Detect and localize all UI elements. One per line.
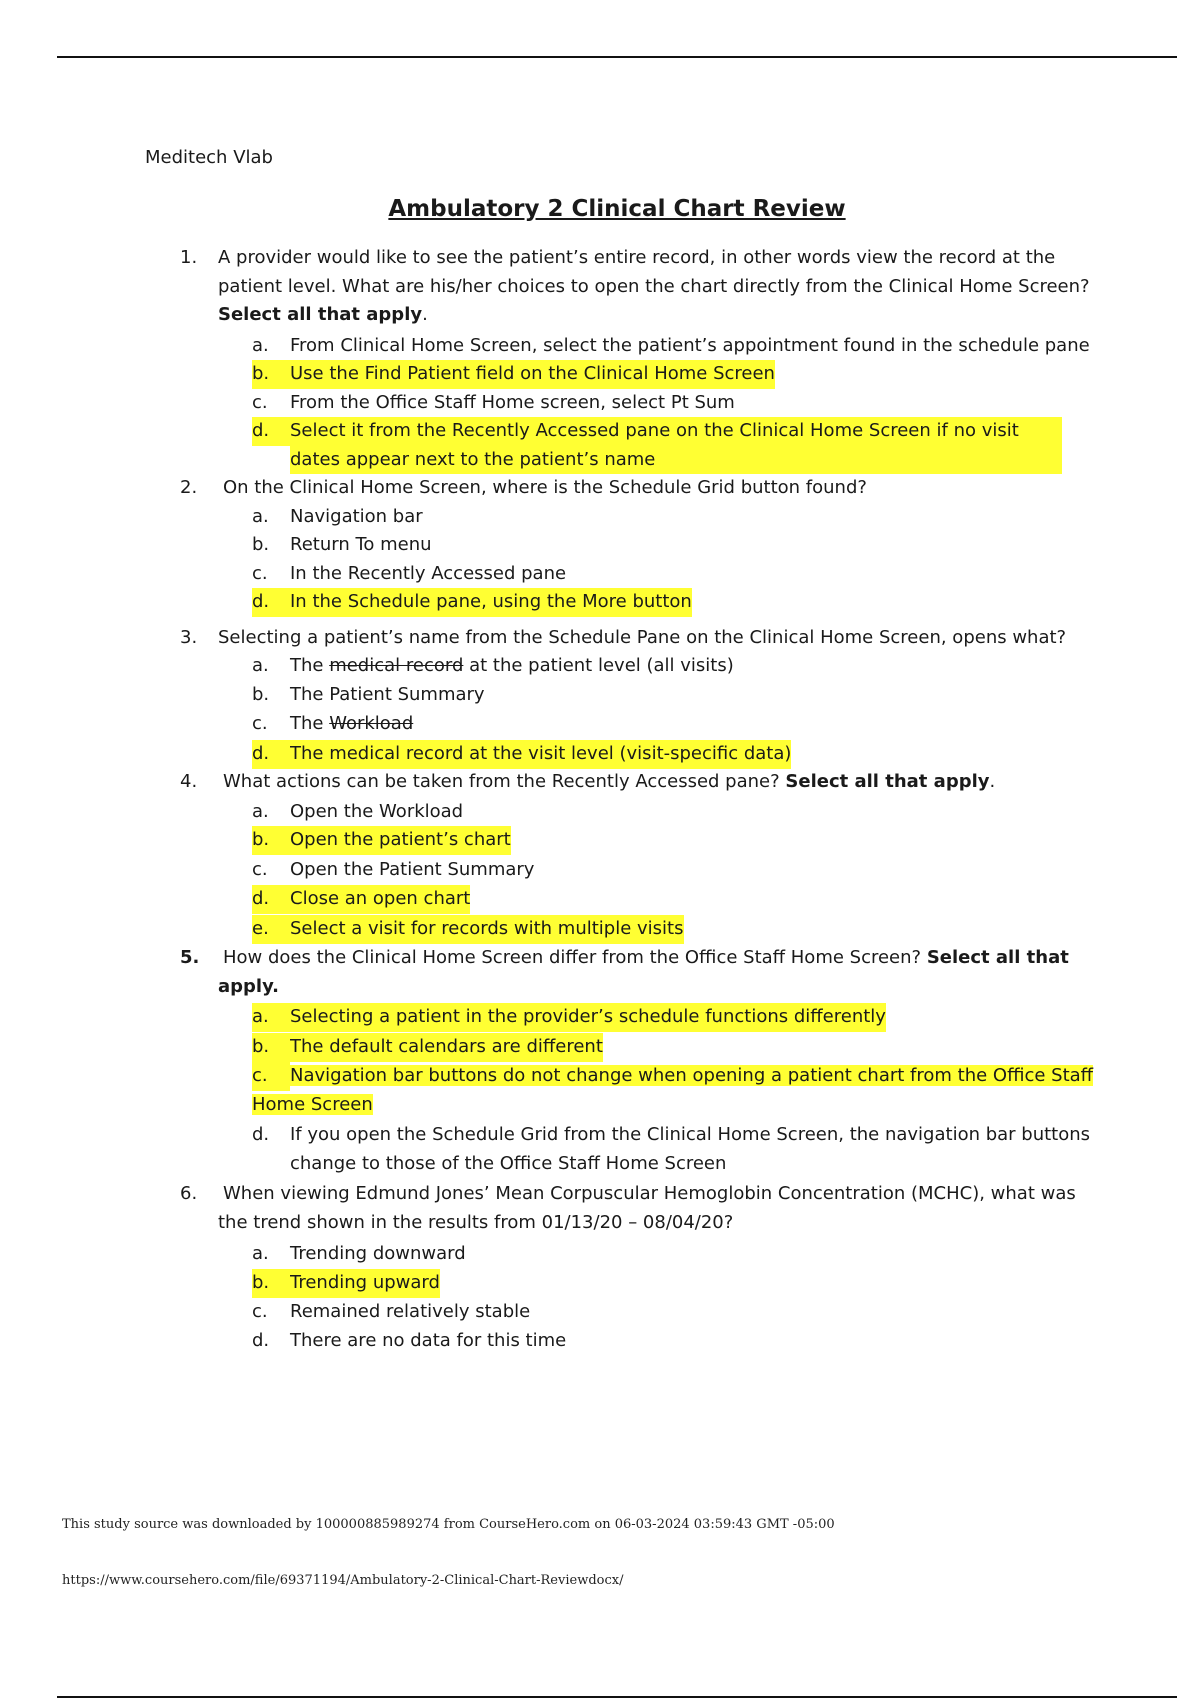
q3-option-a: a. The medical record at the patient level (all visits)	[252, 655, 734, 676]
q6-option-b: b. Trending upward	[252, 1269, 1102, 1298]
q5-option-d: d. If you open the Schedule Grid from the Clinical Home Screen, the navigation bar buttons change to those of the Office Staff Home Screen	[252, 1124, 1091, 1174]
question-6	[180, 1180, 1100, 1237]
document-title: Ambulatory 2 Clinical Chart Review	[388, 196, 846, 222]
q2-option-d: d. In the Schedule pane, using the More button	[252, 588, 1102, 617]
question-text: What actions can be taken from the Recently Accessed pane? Select all that apply.	[223, 771, 996, 792]
header-label: Meditech Vlab	[145, 147, 273, 168]
bottom-rule	[57, 1696, 1177, 1698]
q5-option-c: c. Navigation bar buttons do not change when opening a patient chart from the Office Staff Home Screen	[252, 1062, 1102, 1119]
q4-option-b: b. Open the patient’s chart	[252, 826, 1102, 855]
q4-option-c: c. Open the Patient Summary	[252, 859, 535, 880]
question-2	[180, 474, 1100, 503]
question-5	[180, 944, 1100, 1001]
q5-option-b: b. The default calendars are different	[252, 1033, 1102, 1062]
question-number: 3.	[180, 627, 198, 648]
q2-option-a: a. Navigation bar	[252, 506, 423, 527]
question-number: 1.	[180, 247, 198, 268]
source-url[interactable]: https://www.coursehero.com/file/69371194/Ambulatory-2-Clinical-Chart-Reviewdocx/	[62, 1573, 624, 1588]
q3-option-b: b. The Patient Summary	[252, 684, 485, 705]
q1-option-d: d. Select it from the Recently Accessed pane on the Clinical Home Screen if no visit dates appear next to the patient’s name	[252, 417, 1062, 474]
q4-option-a: a. Open the Workload	[252, 801, 464, 822]
question-1	[180, 244, 1100, 330]
q5-option-a: a. Selecting a patient in the provider’s schedule functions differently	[252, 1003, 1102, 1032]
question-text: How does the Clinical Home Screen differ from the Office Staff Home Screen? Select all that apply.	[218, 947, 1069, 997]
q6-option-a: a. Trending downward	[252, 1243, 466, 1264]
q1-option-c: c. From the Office Staff Home screen, select Pt Sum	[252, 392, 735, 413]
question-text: A provider would like to see the patient’s entire record, in other words view the record at the patient level. What are his/her choices to open the chart directly from the Clinical Home Screen? Select all that apply.	[218, 247, 1090, 325]
q1-option-a: a. From Clinical Home Screen, select the patient’s appointment found in the schedule pane	[252, 335, 1090, 356]
question-text: Selecting a patient’s name from the Schedule Pane on the Clinical Home Screen, opens what?	[218, 627, 1067, 648]
q4-option-e: e. Select a visit for records with multiple visits	[252, 915, 1102, 944]
question-text: When viewing Edmund Jones’ Mean Corpuscular Hemoglobin Concentration (MCHC), what was the trend shown in the results from 01/13/20 – 08/04/20?	[218, 1183, 1076, 1233]
q1-option-b: b. Use the Find Patient field on the Clinical Home Screen	[252, 360, 1102, 389]
q6-option-d: d. There are no data for this time	[252, 1330, 567, 1351]
q3-option-c: c. The Workload	[252, 713, 414, 734]
q3-option-d: d. The medical record at the visit level (visit-specific data)	[252, 740, 1102, 769]
q6-option-c: c. Remained relatively stable	[252, 1301, 531, 1322]
question-number: 2.	[180, 477, 198, 498]
question-number: 6.	[180, 1183, 198, 1204]
question-3	[180, 624, 1100, 653]
q2-option-c: c. In the Recently Accessed pane	[252, 563, 567, 584]
q2-option-b: b. Return To menu	[252, 534, 432, 555]
question-number: 4.	[180, 771, 198, 792]
top-rule	[57, 56, 1177, 58]
question-4	[180, 768, 1100, 797]
question-number: 5.	[180, 947, 200, 968]
question-text: On the Clinical Home Screen, where is the Schedule Grid button found?	[223, 477, 867, 498]
download-source-note: This study source was downloaded by 100000885989274 from CourseHero.com on 06-03-2024 03:59:43 GMT -05:00	[62, 1517, 835, 1532]
q4-option-d: d. Close an open chart	[252, 885, 1102, 914]
